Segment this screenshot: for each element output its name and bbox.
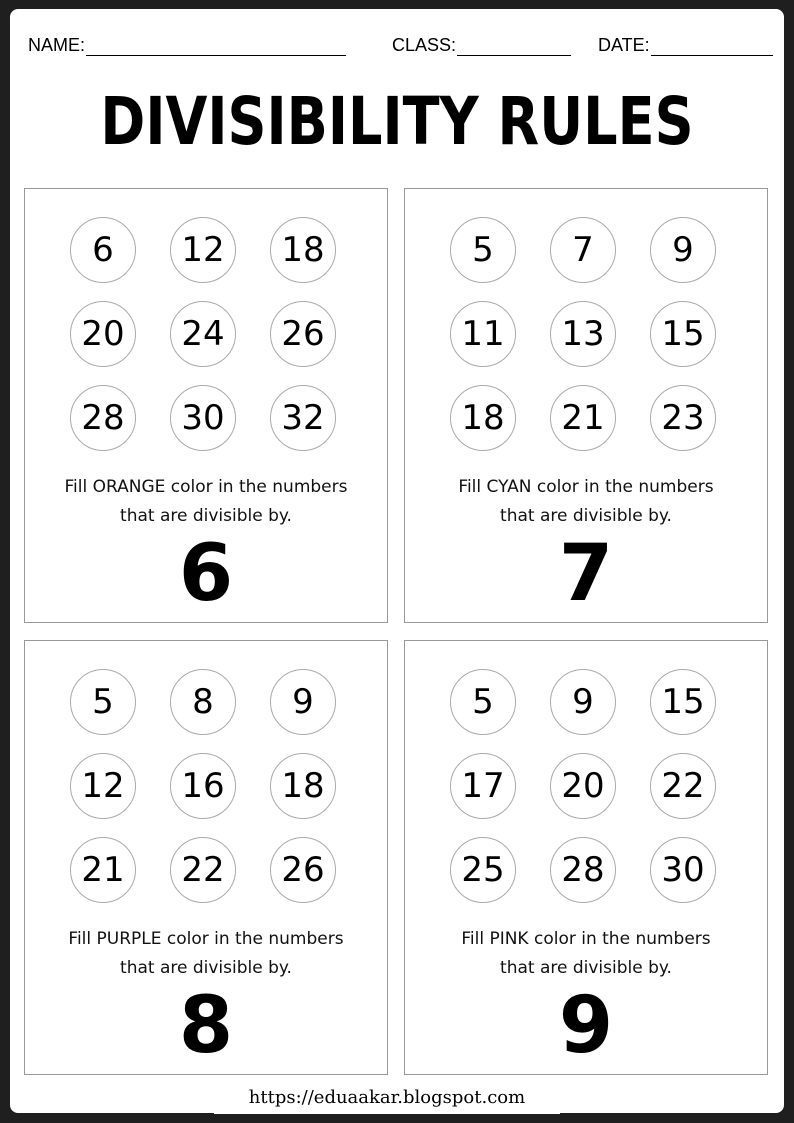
name-line[interactable] — [86, 38, 346, 56]
instruction — [405, 925, 767, 983]
date-field[interactable] — [598, 35, 773, 56]
number-circle[interactable]: 24 — [170, 301, 236, 367]
class-line[interactable] — [457, 38, 571, 56]
exercise-panel — [404, 188, 768, 623]
divisor-number: 6 — [178, 529, 234, 619]
divisor-number: 7 — [558, 529, 614, 619]
number-circle[interactable]: 21 — [70, 837, 136, 903]
number-circle[interactable]: 22 — [650, 753, 716, 819]
number-circle[interactable]: 21 — [550, 385, 616, 451]
number-circle[interactable]: 18 — [270, 217, 336, 283]
number-circle[interactable]: 15 — [650, 669, 716, 735]
number-circle[interactable]: 12 — [70, 753, 136, 819]
source-url[interactable]: https://eduaakar.blogspot.com — [214, 1084, 560, 1114]
number-circle[interactable]: 25 — [450, 837, 516, 903]
page-title: DIVISIBILITY RULES — [100, 83, 694, 160]
worksheet-page — [10, 9, 784, 1113]
instruction-line-1: Fill CYAN color in the numbers — [458, 477, 714, 497]
exercise-panel — [24, 188, 388, 623]
number-circle[interactable]: 5 — [450, 217, 516, 283]
instruction-line-2: that are divisible by. — [120, 958, 292, 978]
instruction-line-2: that are divisible by. — [500, 506, 672, 526]
number-grid — [70, 217, 336, 451]
number-circle[interactable]: 18 — [270, 753, 336, 819]
number-circle[interactable]: 15 — [650, 301, 716, 367]
number-circle[interactable]: 6 — [70, 217, 136, 283]
number-circle[interactable]: 8 — [170, 669, 236, 735]
number-circle[interactable]: 32 — [270, 385, 336, 451]
date-label: DATE: — [598, 35, 650, 55]
number-circle[interactable]: 7 — [550, 217, 616, 283]
number-circle[interactable]: 9 — [270, 669, 336, 735]
divisor-number: 9 — [558, 981, 614, 1071]
name-field[interactable] — [28, 35, 346, 56]
number-circle[interactable]: 28 — [70, 385, 136, 451]
instruction-line-2: that are divisible by. — [120, 506, 292, 526]
date-line[interactable] — [651, 38, 773, 56]
number-circle[interactable]: 18 — [450, 385, 516, 451]
instruction-line-2: that are divisible by. — [500, 958, 672, 978]
number-circle[interactable]: 5 — [450, 669, 516, 735]
number-circle[interactable]: 11 — [450, 301, 516, 367]
instruction — [25, 473, 387, 531]
number-circle[interactable]: 20 — [70, 301, 136, 367]
number-circle[interactable]: 26 — [270, 301, 336, 367]
number-circle[interactable]: 23 — [650, 385, 716, 451]
name-label: NAME: — [28, 35, 86, 55]
number-grid — [450, 217, 716, 451]
student-info-header — [10, 35, 784, 59]
number-circle[interactable]: 5 — [70, 669, 136, 735]
class-label: CLASS: — [392, 35, 457, 55]
number-circle[interactable]: 13 — [550, 301, 616, 367]
instruction-line-1: Fill PINK color in the numbers — [461, 929, 711, 949]
instruction-line-1: Fill PURPLE color in the numbers — [68, 929, 344, 949]
instruction — [405, 473, 767, 531]
number-circle[interactable]: 22 — [170, 837, 236, 903]
number-grid — [450, 669, 716, 903]
number-circle[interactable]: 12 — [170, 217, 236, 283]
class-field[interactable] — [392, 35, 571, 56]
exercise-panel — [404, 640, 768, 1075]
number-circle[interactable]: 17 — [450, 753, 516, 819]
number-circle[interactable]: 28 — [550, 837, 616, 903]
number-circle[interactable]: 9 — [650, 217, 716, 283]
number-circle[interactable]: 30 — [650, 837, 716, 903]
number-circle[interactable]: 16 — [170, 753, 236, 819]
number-circle[interactable]: 30 — [170, 385, 236, 451]
instruction-line-1: Fill ORANGE color in the numbers — [64, 477, 348, 497]
number-circle[interactable]: 20 — [550, 753, 616, 819]
instruction — [25, 925, 387, 983]
number-circle[interactable]: 9 — [550, 669, 616, 735]
exercise-panel — [24, 640, 388, 1075]
number-grid — [70, 669, 336, 903]
divisor-number: 8 — [178, 981, 234, 1071]
number-circle[interactable]: 26 — [270, 837, 336, 903]
